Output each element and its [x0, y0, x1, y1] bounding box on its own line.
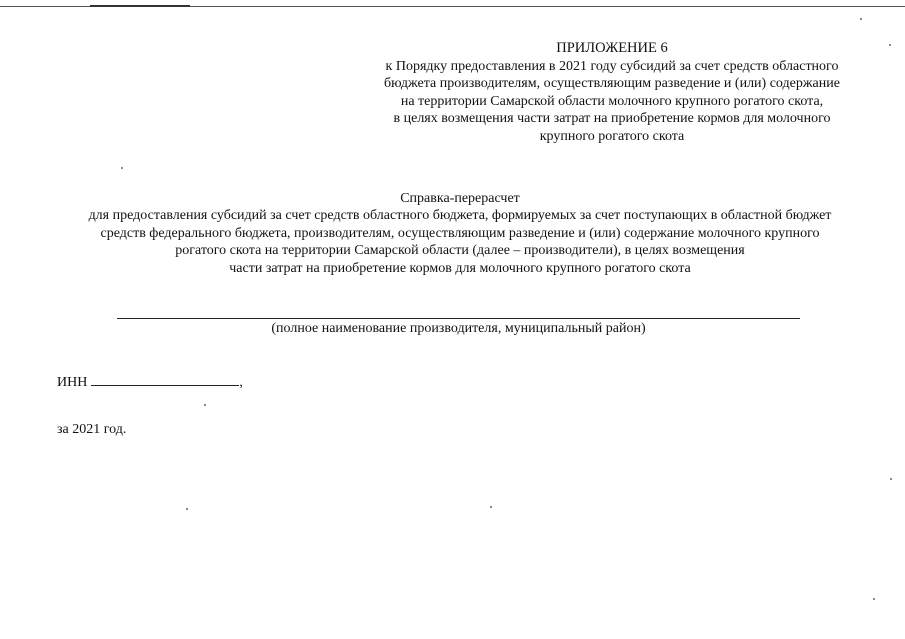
inn-row: [57, 373, 243, 391]
producer-name-caption: (полное наименование производителя, муниципальный район): [271, 321, 646, 336]
inn-label: ИНН: [57, 375, 88, 390]
appendix-line: в целях возмещения части затрат на приобретение кормов для молочного: [393, 111, 831, 127]
appendix-line: на территории Самарской области молочного крупного рогатого скота,: [400, 93, 824, 109]
scan-speck: [204, 404, 206, 406]
appendix-line: крупного рогатого скота: [539, 128, 685, 144]
scan-speck: [121, 167, 123, 169]
certificate-line: средств федерального бюджета, производителям, осуществляющим разведение и (или) содержание молочного крупного: [100, 225, 820, 241]
appendix-block: [350, 40, 874, 146]
scan-speck: [890, 478, 892, 480]
appendix-line: к Порядку предоставления в 2021 году субсидий за счет средств областного: [385, 58, 839, 74]
appendix-heading: ПРИЛОЖЕНИЕ 6: [556, 40, 668, 56]
certificate-line: рогатого скота на территории Самарской области (далее – производители), в целях возмещения: [175, 243, 745, 259]
scan-speck: [186, 508, 188, 510]
inn-field[interactable]: [91, 373, 239, 386]
certificate-block: [40, 190, 880, 277]
scan-speck: [873, 598, 875, 600]
producer-name-field[interactable]: [117, 318, 800, 319]
certificate-line: части затрат на приобретение кормов для молочного крупного рогатого скота: [229, 260, 691, 276]
appendix-line: бюджета производителям, осуществляющим разведение и (или) содержание: [384, 76, 840, 92]
period-text: за 2021 год.: [57, 422, 127, 437]
top-border-accent: [90, 5, 190, 7]
certificate-line: для предоставления субсидий за счет средств областного бюджета, формируемых за счет поступающих в областной бюджет: [88, 208, 832, 224]
scan-speck: [889, 44, 891, 46]
certificate-title: Справка-перерасчет: [400, 191, 520, 206]
scan-speck: [860, 18, 862, 20]
scan-speck: [490, 506, 492, 508]
inn-suffix: ,: [239, 375, 243, 390]
